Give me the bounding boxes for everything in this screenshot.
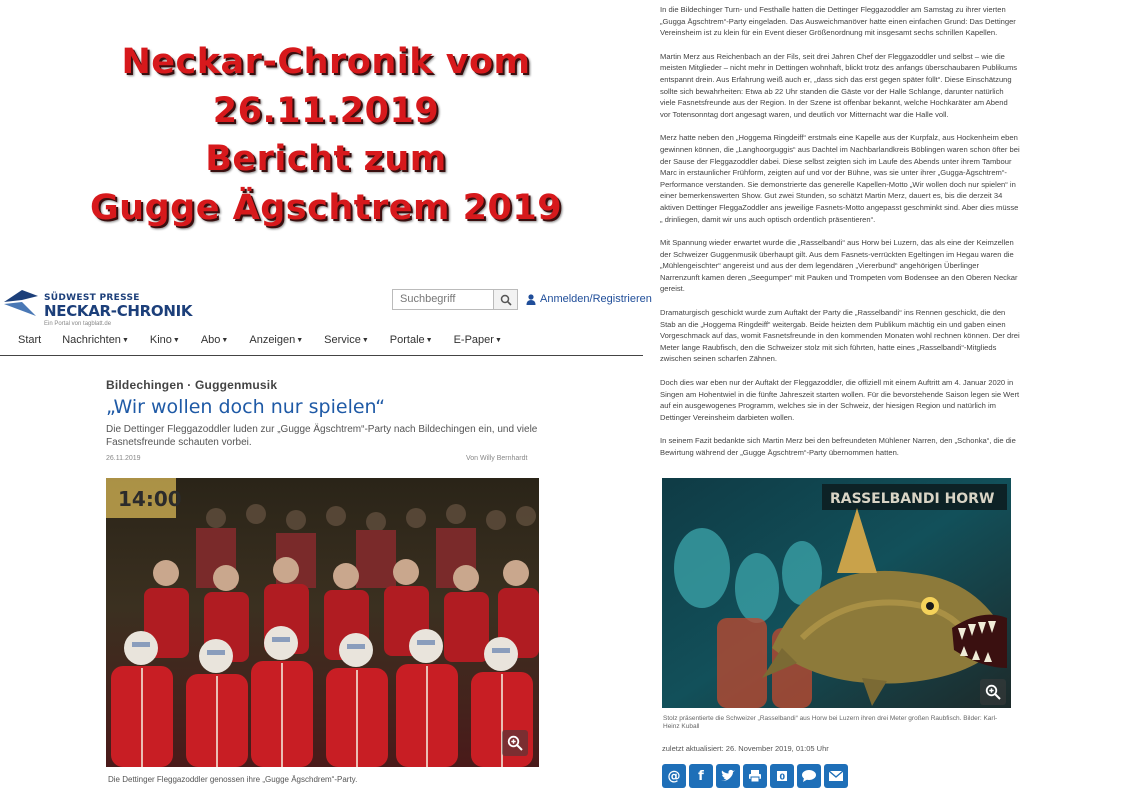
at-icon[interactable]: @ xyxy=(662,764,686,788)
article-paragraph: In seinem Fazit bedankte sich Martin Merz bei den befreundeten Mühlener Narren, den „Schonka“, die die Bewirtung während der „Gugge Ägschtrem“-Party übernommen hatten. xyxy=(660,436,1016,457)
article-photo-raubfisch[interactable] xyxy=(662,478,1011,708)
pocket-icon[interactable] xyxy=(770,764,794,788)
headline-line-3: Bericht zum xyxy=(205,139,447,179)
main-nav xyxy=(18,334,523,346)
mail-icon[interactable] xyxy=(824,764,848,788)
user-icon xyxy=(526,294,536,305)
last-updated: zuletzt aktualisiert: 26. November 2019, 01:05 Uhr xyxy=(662,744,829,753)
caret-down-icon: ▼ xyxy=(296,337,304,344)
nav-item-portale[interactable]: Portale▼ xyxy=(389,334,433,346)
site-header xyxy=(0,282,652,356)
fish-photo-image xyxy=(662,478,1011,708)
nav-item-abo[interactable]: Abo▼ xyxy=(200,334,229,346)
crowd-photo-image xyxy=(106,478,539,767)
logo-sub-text: Ein Portal von tagblatt.de xyxy=(44,321,112,327)
twitter-icon[interactable] xyxy=(716,764,740,788)
login-link[interactable] xyxy=(526,293,652,305)
article-paragraph: Mit Spannung wieder erwartet wurde die „Rasselbandi“ aus Horw bei Luzern, das als eine der Keimzellen der Schweizer Guggenmusik überhaupt gilt. Aus dem Fasnets-verrückten Egeltingen im Hegau waren die „Mühlengeischter“ angereist und aus der dem legendären „Viererbund“ angehörigen Überlinger Narrenzunft kamen deren „Seegumper“ mit Pauken und Trompeten vom Bodensee an den Oberen Neckar gereist. xyxy=(660,238,1018,294)
headline-line-4: Gugge Ägschtrem 2019 xyxy=(89,187,563,228)
nav-item-kino[interactable]: Kino▼ xyxy=(149,334,180,346)
site-logo[interactable] xyxy=(2,286,202,326)
article-paragraph: Doch dies war eben nur der Auftakt der Fleggazoddler, die offiziell mit einem Auftritt am 4. Januar 2020 in Singen am Hohentwiel in die fünfte Jahreszeit starten wollen. Für die bevorstehende Saison legen sie Wert auf ein ausgewogenes Programm, welches sie in der Schweiz, der hiesigen Region und natürlich im Dettinger Vereinsheim darbieten wollen. xyxy=(660,378,1020,422)
logo-main-text: NECKAR-CHRONIK xyxy=(44,302,193,320)
share-bar xyxy=(662,764,848,788)
caret-down-icon: ▼ xyxy=(361,337,369,344)
facebook-icon[interactable]: f xyxy=(689,764,713,788)
article-title: „Wir wollen doch nur spielen“ xyxy=(106,396,386,418)
svg-text:0: 0 xyxy=(779,772,786,782)
caret-down-icon: ▼ xyxy=(425,337,433,344)
headline-block xyxy=(0,38,652,232)
logo-mark-icon xyxy=(2,288,40,318)
photo-sign-text: 14:00 xyxy=(118,487,182,511)
article-body xyxy=(660,4,1020,471)
article-kicker: Bildechingen · Guggenmusik xyxy=(106,378,278,392)
zoom-button[interactable] xyxy=(980,679,1006,705)
chat-icon[interactable] xyxy=(797,764,821,788)
photo-banner-text: RASSELBANDI HORW xyxy=(830,491,995,507)
caret-down-icon: ▼ xyxy=(221,337,229,344)
search-input[interactable]: Suchbegriff xyxy=(392,289,494,310)
caret-down-icon: ▼ xyxy=(172,337,180,344)
article-paragraph: Merz hatte neben den „Hoggema Ringdeiff“ erstmals eine Kapelle aus der Kurpfalz, aus Hockenheim eben gewinnen können, die „Langhoorguggis“ aus Dachtel im Nachbarlandkreis Böblingen waren schon öfter bei der Sause der Fleggazoddler dabei. Diese selbst zeigten sich im Laufe des Abends unter ihrem Tambour Marc in erstaunlicher Frühform, zeigten auf und vor der Bühne, was sie unter ihrer „Gugga-Ägschtrem“-Performance verstanden. Sie demonstrierte das generelle Kapellen-Motto „Wir wollen doch nur spielen“ in einer bemerkenswerten Show. Gut zwei Stunden, so schätzt Martin Merz, dauert es, bis die derzeit 34 aktiven Dettinger FleggaZoddler ans jeweilige Fasnets-Motto angepasst geschminkt sind. Aber dies müsse „ drinliegen, damit wir uns auch optisch ordentlich präsentieren“. xyxy=(660,133,1020,224)
nav-item-nachrichten[interactable]: Nachrichten▼ xyxy=(62,334,129,346)
nav-item-anzeigen[interactable]: Anzeigen▼ xyxy=(249,334,304,346)
caret-down-icon: ▼ xyxy=(121,337,129,344)
article-author: Von Willy Bernhardt xyxy=(466,455,528,462)
photo-caption-crowd: Die Dettinger Fleggazoddler genossen ihre „Gugge Ägschdrem“-Party. xyxy=(108,775,358,784)
article-paragraph: Dramaturgisch geschickt wurde zum Auftakt der Party die „Rasselbandi“ ins Rennen geschickt, die den Stab an die „Hoggema Ringdeiff“ weitergab. Beide heizten dem Publikum mächtig ein und gaben einen Vorgeschmack auf das, womit Fasnetsfreunde in den kommenden Monaten wohl rechnen können. Der drei Meter lange Raubfisch, den die Schweizer stolz mit sich führten, hatte eines „Rasselbandi“-Mitglieds zwischen seinen scharfen Zähnen. xyxy=(660,308,1020,364)
article-date: 26.11.2019 xyxy=(106,455,141,462)
nav-item-service[interactable]: Service▼ xyxy=(324,334,369,346)
zoom-in-icon xyxy=(507,735,523,751)
login-label: Anmelden/Registrieren xyxy=(540,293,652,305)
article-paragraph: Martin Merz aus Reichenbach an der Fils, seit drei Jahren Chef der Fleggazoddler und selbst – wie die meisten Mitglieder – nicht mehr in Dettingen wohnhaft, blickt trotz des anfangs überschaubaren Publikums entspannt drein. Aus Erfahrung weiß auch er, „dass sich das erst gegen später füllt“. Diese Einschätzung sollte sich bewahrheiten: Etwa ab 22 Uhr standen die Gäste vor der Halle Schlange, darunter natürlich viele Fasnetsfreunde aus der Region. In der Szene ist offenbar bekannt, welche Hochkaräter am Abend vor Totensonntag dort angesagt waren, und deutlich vor Mitternacht war die Halle voll. xyxy=(660,51,1018,119)
headline-line-2: 26.11.2019 xyxy=(212,90,440,131)
nav-item-epaper[interactable]: E-Paper▼ xyxy=(453,334,502,346)
photo-caption-fish: Stolz präsentierte die Schweizer „Rasselbandi“ aus Horw bei Luzern ihren drei Meter großen Raubfisch. Bilder: Karl-Heinz Kuball xyxy=(663,715,998,730)
article-lede: Die Dettinger Fleggazoddler luden zur „Gugge Ägschtrem“-Party nach Bildechingen ein, und viele Fasnetsfreunde schauten vorbei. xyxy=(106,424,538,448)
search-icon xyxy=(500,294,512,306)
search-button[interactable] xyxy=(494,289,518,310)
logo-top-text: SÜDWEST PRESSE xyxy=(44,293,140,303)
headline-line-1: Neckar-Chronik vom xyxy=(121,42,531,82)
article-paragraph: In die Bildechinger Turn- und Festhalle hatten die Dettinger Fleggazoddler am Samstag zu ihrer vierten „Gugga Ägschtrem“-Party eingeladen. Das Ausweichmanöver hatte einen einfachen Grund: Das Dettinger Vereinsheim ist zu klein für ein Event dieser Größenordnung mit insgesamt sechs schrillen Kapellen. xyxy=(660,5,1016,38)
print-icon[interactable] xyxy=(743,764,767,788)
zoom-in-icon xyxy=(985,684,1001,700)
caret-down-icon: ▼ xyxy=(494,337,502,344)
zoom-button[interactable] xyxy=(502,730,528,756)
article-photo-crowd[interactable] xyxy=(106,478,539,767)
nav-item-start[interactable]: Start xyxy=(18,334,42,346)
